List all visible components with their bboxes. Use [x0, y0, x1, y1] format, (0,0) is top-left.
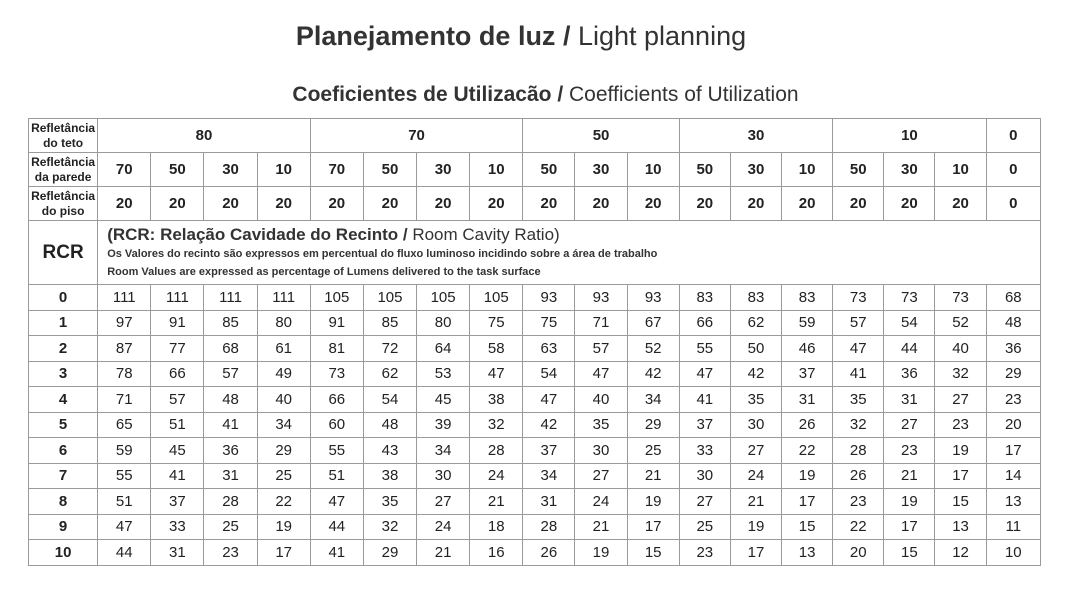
- wall-reflectance-label: Refletância da parede: [29, 153, 98, 187]
- coefficient-cell: 62: [363, 361, 416, 387]
- coefficient-cell: 80: [417, 310, 470, 336]
- coefficient-cell: 40: [257, 387, 310, 413]
- coefficient-cell: 41: [204, 412, 257, 438]
- coefficient-cell: 36: [884, 361, 935, 387]
- coefficient-cell: 35: [833, 387, 884, 413]
- coefficient-cell: 73: [884, 285, 935, 311]
- wall-reflectance-value: 0: [986, 153, 1040, 187]
- coefficient-cell: 14: [986, 463, 1040, 489]
- coefficient-cell: 21: [470, 489, 523, 515]
- wall-reflectance-value: 50: [679, 153, 730, 187]
- coefficient-cell: 29: [363, 540, 416, 566]
- coefficient-cell: 36: [204, 438, 257, 464]
- coefficient-cell: 111: [98, 285, 151, 311]
- coefficient-cell: 17: [884, 514, 935, 540]
- table-row: [29, 387, 1041, 413]
- table-row: [29, 489, 1041, 515]
- coefficient-cell: 18: [470, 514, 523, 540]
- coefficient-cell: 13: [782, 540, 833, 566]
- table-row: [29, 463, 1041, 489]
- coefficient-cell: 31: [782, 387, 833, 413]
- floor-reflectance-value: 20: [833, 187, 884, 221]
- coefficient-cell: 30: [575, 438, 627, 464]
- rcr-value: 4: [29, 387, 98, 413]
- floor-reflectance-value: 20: [523, 187, 575, 221]
- coefficient-cell: 52: [627, 336, 679, 362]
- coefficient-cell: 66: [310, 387, 363, 413]
- coefficient-cell: 34: [627, 387, 679, 413]
- coefficient-cell: 27: [679, 489, 730, 515]
- coefficient-cell: 25: [679, 514, 730, 540]
- coefficient-cell: 37: [151, 489, 204, 515]
- coefficient-cell: 91: [151, 310, 204, 336]
- coefficient-cell: 45: [151, 438, 204, 464]
- coefficient-cell: 19: [257, 514, 310, 540]
- coefficient-cell: 105: [310, 285, 363, 311]
- ceiling-reflectance-value: 80: [98, 119, 311, 153]
- coefficient-cell: 91: [310, 310, 363, 336]
- coefficient-cell: 105: [363, 285, 416, 311]
- coefficient-cell: 67: [627, 310, 679, 336]
- coefficient-cell: 71: [98, 387, 151, 413]
- coefficient-cell: 83: [679, 285, 730, 311]
- coefficient-cell: 105: [417, 285, 470, 311]
- wall-reflectance-value: 10: [782, 153, 833, 187]
- table-row: [29, 336, 1041, 362]
- coefficient-cell: 31: [204, 463, 257, 489]
- coefficient-cell: 54: [363, 387, 416, 413]
- coefficient-cell: 42: [627, 361, 679, 387]
- coefficient-cell: 19: [627, 489, 679, 515]
- coefficient-cell: 57: [204, 361, 257, 387]
- coefficient-cell: 63: [523, 336, 575, 362]
- wall-reflectance-value: 10: [470, 153, 523, 187]
- floor-reflectance-value: 20: [730, 187, 781, 221]
- coefficient-cell: 33: [679, 438, 730, 464]
- coefficient-cell: 21: [417, 540, 470, 566]
- coefficient-cell: 50: [730, 336, 781, 362]
- rcr-value: 3: [29, 361, 98, 387]
- floor-reflectance-value: 20: [417, 187, 470, 221]
- ceiling-reflectance-value: 50: [523, 119, 679, 153]
- coefficient-cell: 93: [523, 285, 575, 311]
- coefficient-cell: 17: [257, 540, 310, 566]
- coefficient-cell: 51: [310, 463, 363, 489]
- rcr-value: 6: [29, 438, 98, 464]
- floor-reflectance-row: [29, 187, 1041, 221]
- coefficient-cell: 55: [679, 336, 730, 362]
- coefficient-cell: 30: [730, 412, 781, 438]
- coefficient-cell: 87: [98, 336, 151, 362]
- floor-reflectance-value: 20: [782, 187, 833, 221]
- coefficient-cell: 52: [935, 310, 986, 336]
- coefficient-cell: 25: [204, 514, 257, 540]
- coefficient-cell: 35: [363, 489, 416, 515]
- coefficient-cell: 27: [935, 387, 986, 413]
- coefficient-cell: 57: [151, 387, 204, 413]
- coefficient-cell: 19: [782, 463, 833, 489]
- coefficient-cell: 47: [523, 387, 575, 413]
- ceiling-reflectance-row: [29, 119, 1041, 153]
- coefficient-cell: 47: [470, 361, 523, 387]
- coefficient-cell: 15: [627, 540, 679, 566]
- coefficient-cell: 39: [417, 412, 470, 438]
- coefficient-cell: 49: [257, 361, 310, 387]
- wall-reflectance-value: 30: [575, 153, 627, 187]
- table-row: [29, 540, 1041, 566]
- ceiling-reflectance-value: 30: [679, 119, 832, 153]
- coefficients-table: [28, 118, 1041, 566]
- coefficient-cell: 28: [833, 438, 884, 464]
- coefficient-cell: 20: [833, 540, 884, 566]
- wall-reflectance-value: 50: [151, 153, 204, 187]
- coefficient-cell: 47: [310, 489, 363, 515]
- coefficient-cell: 22: [782, 438, 833, 464]
- coefficient-cell: 57: [833, 310, 884, 336]
- section-title: Coeficientes de Utilizacão / Coefficients of Utilization: [292, 83, 799, 106]
- coefficient-cell: 44: [98, 540, 151, 566]
- coefficient-cell: 23: [884, 438, 935, 464]
- coefficient-cell: 59: [98, 438, 151, 464]
- coefficient-cell: 55: [310, 438, 363, 464]
- coefficient-cell: 85: [363, 310, 416, 336]
- coefficient-cell: 41: [679, 387, 730, 413]
- wall-reflectance-value: 70: [310, 153, 363, 187]
- coefficient-cell: 29: [986, 361, 1040, 387]
- rcr-value: 2: [29, 336, 98, 362]
- coefficient-cell: 105: [470, 285, 523, 311]
- coefficient-cell: 19: [884, 489, 935, 515]
- coefficient-cell: 80: [257, 310, 310, 336]
- coefficient-cell: 53: [417, 361, 470, 387]
- floor-reflectance-value: 20: [935, 187, 986, 221]
- coefficient-cell: 78: [98, 361, 151, 387]
- coefficient-cell: 23: [204, 540, 257, 566]
- coefficient-cell: 46: [782, 336, 833, 362]
- floor-reflectance-value: 20: [575, 187, 627, 221]
- table-row: [29, 285, 1041, 311]
- coefficient-cell: 83: [730, 285, 781, 311]
- coefficient-cell: 15: [935, 489, 986, 515]
- coefficient-cell: 62: [730, 310, 781, 336]
- coefficient-cell: 15: [884, 540, 935, 566]
- coefficient-cell: 28: [470, 438, 523, 464]
- coefficient-cell: 19: [935, 438, 986, 464]
- coefficient-cell: 40: [935, 336, 986, 362]
- coefficient-cell: 27: [575, 463, 627, 489]
- wall-reflectance-value: 70: [98, 153, 151, 187]
- rcr-description: [98, 221, 1041, 285]
- coefficient-cell: 65: [98, 412, 151, 438]
- coefficient-cell: 37: [523, 438, 575, 464]
- table-row: [29, 361, 1041, 387]
- ceiling-reflectance-value: 0: [986, 119, 1040, 153]
- coefficient-cell: 19: [730, 514, 781, 540]
- coefficient-cell: 38: [363, 463, 416, 489]
- coefficient-cell: 34: [257, 412, 310, 438]
- coefficient-cell: 37: [782, 361, 833, 387]
- coefficient-cell: 23: [679, 540, 730, 566]
- coefficient-cell: 54: [523, 361, 575, 387]
- coefficient-cell: 27: [730, 438, 781, 464]
- rcr-value: 0: [29, 285, 98, 311]
- coefficient-cell: 27: [884, 412, 935, 438]
- coefficient-cell: 21: [575, 514, 627, 540]
- rcr-column-header: RCR: [29, 221, 98, 285]
- floor-reflectance-value: 20: [310, 187, 363, 221]
- coefficient-cell: 21: [884, 463, 935, 489]
- coefficient-cell: 42: [730, 361, 781, 387]
- coefficient-cell: 83: [782, 285, 833, 311]
- coefficient-cell: 20: [986, 412, 1040, 438]
- ceiling-reflectance-value: 70: [310, 119, 523, 153]
- coefficient-cell: 93: [627, 285, 679, 311]
- coefficient-cell: 31: [884, 387, 935, 413]
- coefficient-cell: 30: [679, 463, 730, 489]
- coefficient-cell: 64: [417, 336, 470, 362]
- coefficient-cell: 54: [884, 310, 935, 336]
- coefficient-cell: 35: [575, 412, 627, 438]
- coefficient-cell: 77: [151, 336, 204, 362]
- wall-reflectance-value: 10: [257, 153, 310, 187]
- table-row: [29, 412, 1041, 438]
- page-title: Planejamento de luz / Light planning: [295, 21, 747, 51]
- coefficient-cell: 40: [575, 387, 627, 413]
- wall-reflectance-value: 50: [523, 153, 575, 187]
- coefficient-cell: 28: [523, 514, 575, 540]
- coefficient-cell: 30: [417, 463, 470, 489]
- rcr-title: (RCR: Relação Cavidade do Recinto / Room Cavity Ratio): [107, 225, 560, 244]
- coefficient-cell: 32: [935, 361, 986, 387]
- wall-reflectance-value: 30: [204, 153, 257, 187]
- coefficient-cell: 51: [98, 489, 151, 515]
- coefficient-cell: 23: [986, 387, 1040, 413]
- coefficient-cell: 47: [833, 336, 884, 362]
- coefficient-cell: 41: [151, 463, 204, 489]
- floor-reflectance-label: Refletância do piso: [29, 187, 98, 221]
- coefficient-cell: 48: [363, 412, 416, 438]
- coefficient-cell: 72: [363, 336, 416, 362]
- floor-reflectance-value: 20: [257, 187, 310, 221]
- coefficient-cell: 11: [986, 514, 1040, 540]
- floor-reflectance-value: 0: [986, 187, 1040, 221]
- floor-reflectance-value: 20: [363, 187, 416, 221]
- rcr-note-english: Room Values are expressed as percentage of Lumens delivered to the task surface: [107, 266, 541, 278]
- coefficient-cell: 81: [310, 336, 363, 362]
- wall-reflectance-row: [29, 153, 1041, 187]
- coefficient-cell: 66: [151, 361, 204, 387]
- floor-reflectance-value: 20: [884, 187, 935, 221]
- coefficient-cell: 73: [833, 285, 884, 311]
- coefficient-cell: 29: [257, 438, 310, 464]
- floor-reflectance-value: 20: [679, 187, 730, 221]
- coefficient-cell: 24: [470, 463, 523, 489]
- coefficient-cell: 48: [986, 310, 1040, 336]
- floor-reflectance-value: 20: [204, 187, 257, 221]
- rcr-note-portuguese: Os Valores do recinto são expressos em percentual do fluxo luminoso incidindo sobre a área de trabalho: [107, 248, 658, 260]
- coefficient-cell: 42: [523, 412, 575, 438]
- coefficient-cell: 22: [257, 489, 310, 515]
- wall-reflectance-value: 50: [833, 153, 884, 187]
- coefficient-cell: 24: [417, 514, 470, 540]
- wall-reflectance-value: 30: [884, 153, 935, 187]
- coefficient-cell: 17: [782, 489, 833, 515]
- coefficient-cell: 47: [679, 361, 730, 387]
- wall-reflectance-value: 30: [730, 153, 781, 187]
- wall-reflectance-value: 10: [627, 153, 679, 187]
- coefficient-cell: 59: [782, 310, 833, 336]
- coefficient-cell: 57: [575, 336, 627, 362]
- rcr-value: 7: [29, 463, 98, 489]
- coefficient-cell: 47: [98, 514, 151, 540]
- coefficient-cell: 34: [417, 438, 470, 464]
- floor-reflectance-value: 20: [627, 187, 679, 221]
- rcr-value: 10: [29, 540, 98, 566]
- coefficient-cell: 31: [523, 489, 575, 515]
- coefficient-cell: 44: [884, 336, 935, 362]
- coefficient-cell: 111: [257, 285, 310, 311]
- wall-reflectance-value: 10: [935, 153, 986, 187]
- rcr-value: 8: [29, 489, 98, 515]
- coefficient-cell: 26: [523, 540, 575, 566]
- coefficient-cell: 37: [679, 412, 730, 438]
- coefficient-cell: 12: [935, 540, 986, 566]
- coefficient-cell: 29: [627, 412, 679, 438]
- coefficient-cell: 111: [204, 285, 257, 311]
- rcr-info-row: [29, 221, 1041, 285]
- coefficient-cell: 13: [935, 514, 986, 540]
- coefficient-cell: 97: [98, 310, 151, 336]
- coefficient-cell: 44: [310, 514, 363, 540]
- table-row: [29, 310, 1041, 336]
- coefficient-cell: 111: [151, 285, 204, 311]
- coefficient-cell: 58: [470, 336, 523, 362]
- coefficient-cell: 24: [730, 463, 781, 489]
- coefficient-cell: 17: [730, 540, 781, 566]
- coefficient-cell: 51: [151, 412, 204, 438]
- coefficient-cell: 21: [627, 463, 679, 489]
- coefficient-cell: 71: [575, 310, 627, 336]
- floor-reflectance-value: 20: [98, 187, 151, 221]
- coefficient-cell: 32: [470, 412, 523, 438]
- coefficient-cell: 61: [257, 336, 310, 362]
- rcr-value: 9: [29, 514, 98, 540]
- coefficient-cell: 60: [310, 412, 363, 438]
- coefficient-cell: 13: [986, 489, 1040, 515]
- coefficient-cell: 32: [363, 514, 416, 540]
- rcr-value: 1: [29, 310, 98, 336]
- coefficient-cell: 45: [417, 387, 470, 413]
- coefficient-cell: 43: [363, 438, 416, 464]
- coefficient-cell: 31: [151, 540, 204, 566]
- coefficient-cell: 41: [310, 540, 363, 566]
- coefficient-cell: 66: [679, 310, 730, 336]
- coefficient-cell: 23: [935, 412, 986, 438]
- coefficient-cell: 68: [204, 336, 257, 362]
- wall-reflectance-value: 50: [363, 153, 416, 187]
- wall-reflectance-value: 30: [417, 153, 470, 187]
- coefficient-cell: 15: [782, 514, 833, 540]
- coefficient-cell: 25: [257, 463, 310, 489]
- coefficient-cell: 10: [986, 540, 1040, 566]
- coefficient-cell: 75: [523, 310, 575, 336]
- coefficient-cell: 19: [575, 540, 627, 566]
- coefficient-cell: 26: [833, 463, 884, 489]
- coefficient-cell: 22: [833, 514, 884, 540]
- coefficient-cell: 38: [470, 387, 523, 413]
- coefficient-cell: 73: [935, 285, 986, 311]
- ceiling-reflectance-value: 10: [833, 119, 986, 153]
- coefficient-cell: 48: [204, 387, 257, 413]
- coefficient-cell: 68: [986, 285, 1040, 311]
- coefficient-cell: 73: [310, 361, 363, 387]
- coefficient-cell: 16: [470, 540, 523, 566]
- coefficient-cell: 28: [204, 489, 257, 515]
- table-row: [29, 514, 1041, 540]
- coefficient-cell: 35: [730, 387, 781, 413]
- coefficient-cell: 36: [986, 336, 1040, 362]
- coefficient-cell: 55: [98, 463, 151, 489]
- coefficient-cell: 75: [470, 310, 523, 336]
- floor-reflectance-value: 20: [151, 187, 204, 221]
- coefficient-cell: 17: [627, 514, 679, 540]
- coefficient-cell: 93: [575, 285, 627, 311]
- coefficient-cell: 47: [575, 361, 627, 387]
- coefficient-cell: 41: [833, 361, 884, 387]
- coefficient-cell: 85: [204, 310, 257, 336]
- rcr-value: 5: [29, 412, 98, 438]
- floor-reflectance-value: 20: [470, 187, 523, 221]
- coefficient-cell: 32: [833, 412, 884, 438]
- coefficient-cell: 33: [151, 514, 204, 540]
- coefficient-cell: 17: [935, 463, 986, 489]
- table-row: [29, 438, 1041, 464]
- coefficient-cell: 23: [833, 489, 884, 515]
- coefficient-cell: 21: [730, 489, 781, 515]
- ceiling-reflectance-label: Refletância do teto: [29, 119, 98, 153]
- coefficient-cell: 34: [523, 463, 575, 489]
- coefficient-cell: 26: [782, 412, 833, 438]
- coefficient-cell: 25: [627, 438, 679, 464]
- coefficient-cell: 24: [575, 489, 627, 515]
- coefficient-cell: 27: [417, 489, 470, 515]
- coefficient-cell: 17: [986, 438, 1040, 464]
